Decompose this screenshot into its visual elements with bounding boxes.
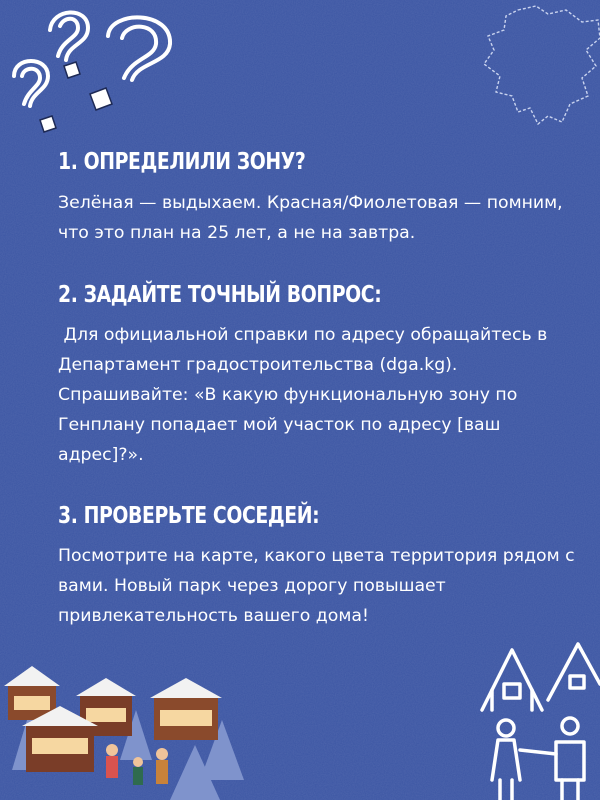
winter-market-illustration — [0, 650, 260, 800]
question-marks-icon — [0, 0, 190, 150]
section-2-text: Для официальной справки по адресу обращайтесь в Департамент градостроительства (dga.kg). Спрашивайте: «В какую функциональную зону по Генплану попадает мой участок по адресу [ваш адрес]?». — [58, 325, 553, 465]
market-stall-3 — [150, 678, 222, 740]
section-1-text: Зелёная — выдыхаем. Красная/Фиолетовая — помним, что это план на 25 лет, а не на завтра. — [58, 193, 563, 243]
section-3-heading: 3. ПРОВЕРЬТЕ СОСЕДЕЙ: — [58, 503, 320, 529]
kyrgyzstan-map-outline-icon — [478, 0, 600, 132]
section-1-heading: 1. ОПРЕДЕЛИЛИ ЗОНУ? — [58, 149, 306, 175]
section-2-heading: 2. ЗАДАЙТЕ ТОЧНЫЙ ВОПРОС: — [58, 282, 382, 308]
section-3-text: Посмотрите на карте, какого цвета территория рядом с вами. Новый парк через дорогу повышает привлекательность вашего дома! — [58, 546, 575, 626]
houses-people-icon — [478, 630, 600, 800]
